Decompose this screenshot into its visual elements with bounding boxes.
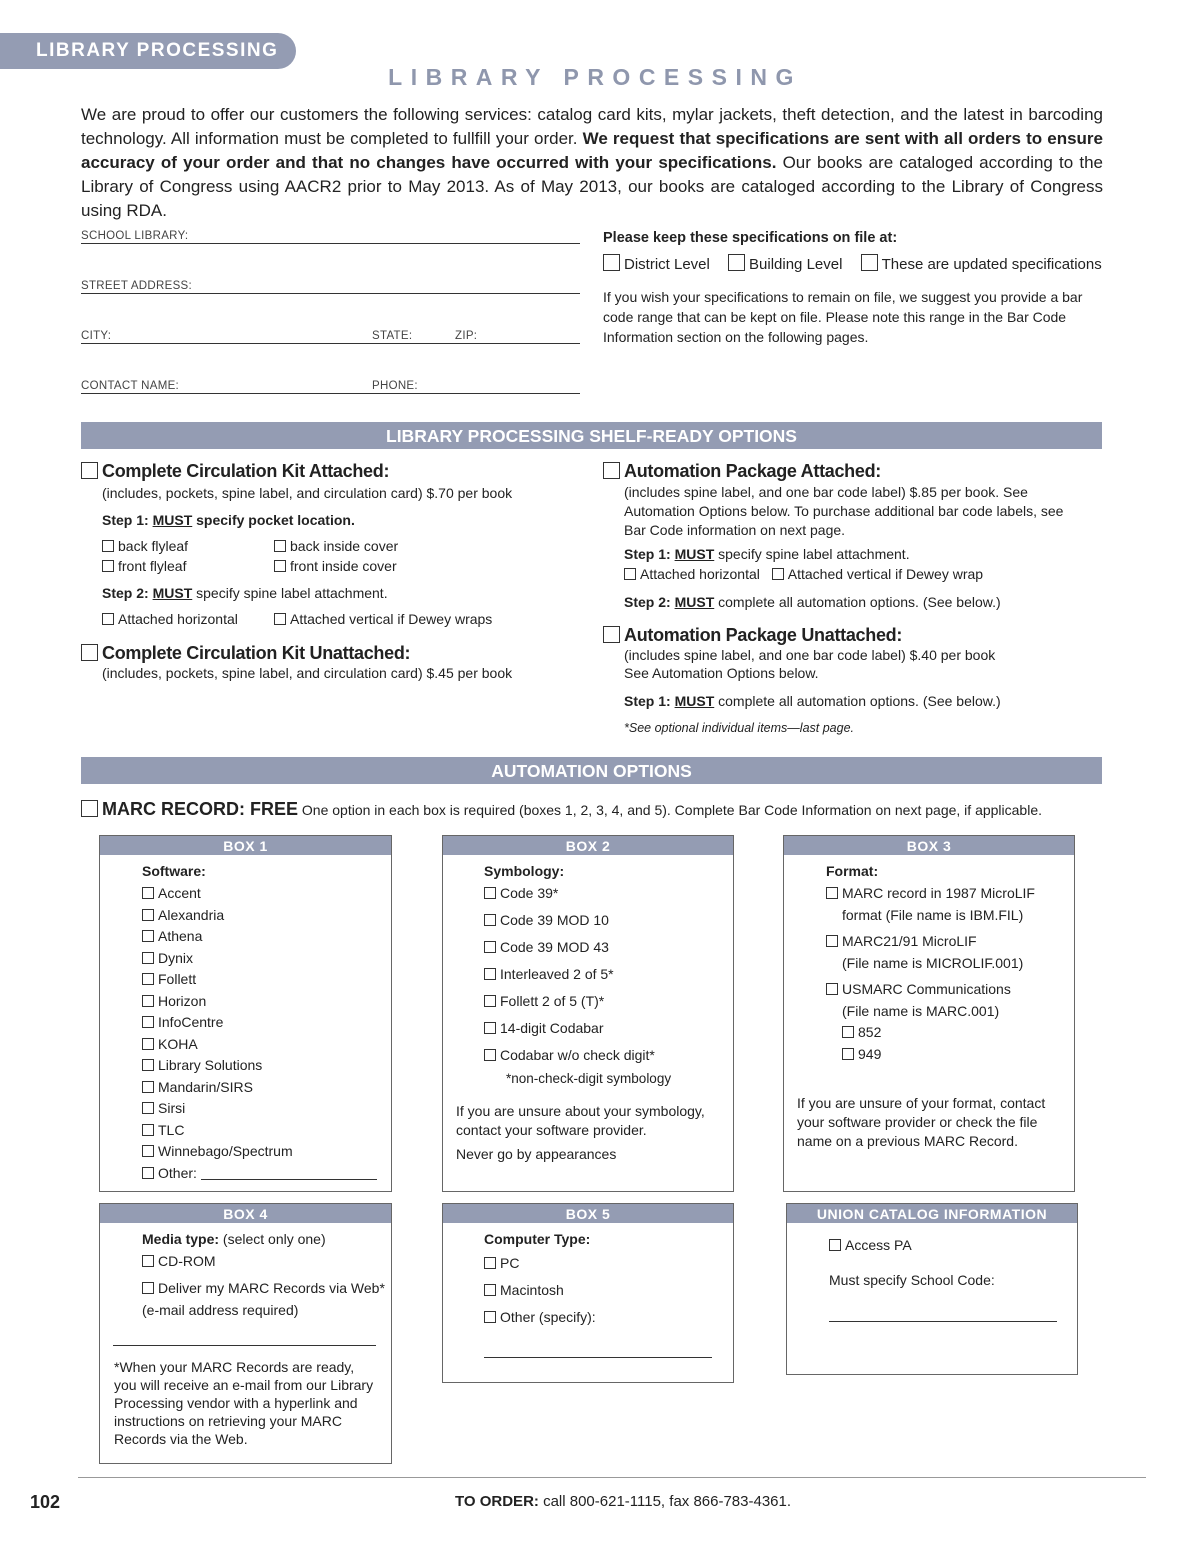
- checkbox-icon[interactable]: [142, 930, 154, 942]
- format-label: 949: [858, 1046, 882, 1062]
- software-winnebago[interactable]: [142, 1143, 377, 1165]
- box2-header: BOX 2: [443, 836, 733, 855]
- checkbox-icon[interactable]: [142, 887, 154, 899]
- format-label: 852: [858, 1024, 882, 1040]
- district-level-label: District Level: [624, 256, 710, 273]
- auto-attached-title: Automation Package Attached:: [624, 461, 881, 481]
- media-cdrom[interactable]: [142, 1253, 385, 1280]
- auto-spine-horizontal[interactable]: [624, 566, 760, 582]
- spine-vertical-option[interactable]: [274, 611, 492, 627]
- school-library-label: SCHOOL LIBRARY:: [81, 230, 189, 242]
- software-label: Sirsi: [158, 1100, 186, 1116]
- order-text: call 800-621-1115, fax 866-783-4361.: [538, 1493, 792, 1510]
- checkbox-icon[interactable]: [772, 568, 784, 580]
- spine-label: Attached vertical if Dewey wrap: [787, 566, 984, 582]
- marc-record-option[interactable]: [81, 799, 1042, 820]
- checkbox-icon[interactable]: [142, 909, 154, 921]
- step-label: Step 2:: [102, 585, 153, 601]
- symbology-label: Code 39 MOD 43: [500, 939, 609, 955]
- optional-items-note: *See optional individual items—last page.: [624, 721, 854, 735]
- zip-label: ZIP:: [455, 330, 478, 342]
- box1-content: [142, 863, 377, 1186]
- kit-unattached-option[interactable]: [81, 643, 410, 664]
- software-label: Athena: [158, 928, 203, 944]
- software-tlc[interactable]: [142, 1122, 377, 1144]
- file-spec-heading: Please keep these specifications on file at:: [603, 230, 898, 246]
- checkbox-icon[interactable]: [102, 560, 114, 572]
- pocket-label: back inside cover: [290, 538, 399, 554]
- step-label: Step 1:: [624, 693, 675, 709]
- checkbox-icon[interactable]: [484, 941, 496, 953]
- school-library-field[interactable]: [81, 228, 580, 244]
- intro-paragraph: [81, 103, 1103, 223]
- software-follett[interactable]: [142, 971, 377, 993]
- auto-spine-vertical[interactable]: [772, 566, 983, 582]
- checkbox-icon[interactable]: [826, 935, 838, 947]
- checkbox-icon[interactable]: [484, 1022, 496, 1034]
- media-label: CD-ROM: [158, 1253, 216, 1269]
- format-label: Format:: [826, 863, 879, 879]
- intro-text-1: We are proud to offer our customers the following services: catalog card kits, mylar jackets, theft detection, and the latest in barcoding technology. All information must be completed to fullfill your order.: [81, 105, 1103, 148]
- software-label: InfoCentre: [158, 1014, 224, 1030]
- software-library-solutions[interactable]: [142, 1057, 377, 1079]
- kit-attached-title: Complete Circulation Kit Attached:: [102, 461, 390, 481]
- auto-unattached-step1: [624, 693, 1001, 709]
- checkbox-icon[interactable]: [826, 983, 838, 995]
- auto-spine-options: [624, 566, 983, 582]
- format-852[interactable]: [826, 1024, 1035, 1046]
- checkbox-icon[interactable]: [624, 568, 636, 580]
- checkbox-icon[interactable]: [484, 968, 496, 980]
- checkbox-icon[interactable]: [142, 1282, 154, 1294]
- checkbox-icon[interactable]: [142, 952, 154, 964]
- order-label: TO ORDER:: [455, 1493, 539, 1510]
- auto-attached-option[interactable]: [603, 461, 881, 482]
- updated-specs-option[interactable]: [861, 256, 1102, 273]
- contact-name-label: CONTACT NAME:: [81, 380, 180, 392]
- symbology-label: 14-digit Codabar: [500, 1020, 604, 1036]
- checkbox-icon[interactable]: [484, 995, 496, 1007]
- software-label: Alexandria: [158, 906, 225, 923]
- checkbox-icon[interactable]: [142, 1081, 154, 1093]
- kit-unattached-title: Complete Circulation Kit Unattached:: [102, 643, 411, 663]
- access-pa-label: Access PA: [845, 1237, 912, 1253]
- section-tab: LIBRARY PROCESSING: [0, 33, 296, 69]
- auto-attached-step1: [624, 546, 910, 562]
- checkbox-icon[interactable]: [142, 1102, 154, 1114]
- media-web[interactable]: [142, 1280, 385, 1302]
- state-label: STATE:: [372, 330, 413, 342]
- intro-bold: We request that specifications are sent with all orders to ensure accuracy of your order and that no changes have occurred with your specifications.: [81, 129, 1103, 172]
- access-pa-option[interactable]: [829, 1237, 912, 1253]
- media-label: Deliver my MARC Records via Web*: [158, 1280, 385, 1296]
- checkbox-icon[interactable]: [484, 1049, 496, 1061]
- symbology-label: Code 39 MOD 10: [500, 912, 609, 928]
- checkbox-icon[interactable]: [603, 626, 620, 643]
- software-label: Winnebago/Spectrum: [158, 1143, 293, 1159]
- spine-label: Attached vertical if Dewey wraps: [290, 611, 493, 627]
- must-label: MUST: [152, 512, 193, 528]
- automation-options-bar: AUTOMATION OPTIONS: [81, 757, 1102, 784]
- checkbox-icon[interactable]: [484, 1311, 496, 1323]
- footer-divider: [78, 1477, 1146, 1478]
- street-address-field[interactable]: [81, 278, 580, 294]
- symbology-label: Symbology:: [484, 863, 565, 879]
- checkbox-icon[interactable]: [484, 887, 496, 899]
- building-level-label: Building Level: [749, 256, 843, 273]
- spine-label: Attached horizontal: [118, 611, 238, 627]
- kit-attached-step1: [102, 512, 355, 528]
- computer-type-label: Computer Type:: [484, 1231, 591, 1247]
- pocket-label: front inside cover: [290, 558, 397, 574]
- step-label: Step 2:: [624, 594, 675, 610]
- format-marc21-note: (File name is MICROLIF.001): [842, 955, 1024, 971]
- checkbox-icon[interactable]: [142, 1124, 154, 1136]
- software-label: Other:: [158, 1164, 197, 1181]
- street-address-label: STREET ADDRESS:: [81, 280, 193, 292]
- union-catalog-header: UNION CATALOG INFORMATION: [787, 1204, 1077, 1223]
- software-label: Mandarin/SIRS: [158, 1078, 253, 1095]
- checkbox-icon[interactable]: [842, 1026, 854, 1038]
- updated-specs-label: These are updated specifications: [881, 256, 1102, 273]
- symbology-code39-mod43[interactable]: [484, 939, 671, 966]
- software-label: KOHA: [158, 1035, 198, 1052]
- software-sirsi[interactable]: [142, 1100, 377, 1122]
- kit-attached-option[interactable]: [81, 461, 389, 482]
- software-label: Accent: [158, 885, 201, 901]
- union-catalog-box: [786, 1203, 1078, 1375]
- computer-macintosh[interactable]: [484, 1282, 596, 1309]
- checkbox-icon[interactable]: [81, 800, 98, 817]
- must-label: MUST: [674, 546, 715, 562]
- checkbox-icon[interactable]: [142, 1255, 154, 1267]
- checkbox-icon[interactable]: [81, 462, 98, 479]
- format-microlif-1987-note: format (File name is IBM.FIL): [842, 907, 1024, 923]
- symbology-label: Code 39*: [500, 885, 559, 901]
- auto-attached-step2: [624, 594, 1001, 610]
- symbology-footnote: *non-check-digit symbology: [506, 1071, 672, 1086]
- box4-header: BOX 4: [100, 1204, 391, 1223]
- box1: [99, 835, 392, 1192]
- software-koha[interactable]: [142, 1036, 377, 1058]
- school-code-label: Must specify School Code:: [829, 1272, 995, 1288]
- computer-label: PC: [500, 1255, 520, 1271]
- step-text: specify spine label attachment.: [192, 585, 388, 601]
- contact-phone-field[interactable]: [81, 378, 580, 394]
- pocket-back-flyleaf[interactable]: [102, 538, 188, 554]
- software-label: Software:: [142, 863, 206, 879]
- school-code-input[interactable]: [829, 1321, 1057, 1322]
- symbology-codabar-nocheck[interactable]: [484, 1047, 671, 1071]
- checkbox-icon[interactable]: [142, 1145, 154, 1157]
- intro-text-2: Our books are cataloged according to the Library of Congress using AACR2 prior to May 2013. As of May 2013, our books are cataloged according to the Library of Congress using RDA.: [81, 153, 1103, 220]
- pocket-back-inside-cover[interactable]: [274, 538, 398, 554]
- software-mandarin-sirs[interactable]: [142, 1079, 377, 1101]
- checkbox-icon[interactable]: [102, 540, 114, 552]
- box4-divider: [113, 1345, 376, 1346]
- checkbox-icon[interactable]: [603, 462, 620, 479]
- checkbox-icon[interactable]: [842, 1048, 854, 1060]
- phone-label: PHONE:: [372, 380, 418, 392]
- format-unsure-note: If you are unsure of your format, contact your software provider or check the file name on a previous MARC Record.: [797, 1095, 1046, 1149]
- file-spec-options: [603, 254, 1102, 273]
- auto-attached-desc: (includes spine label, and one bar code label) $.85 per book. See Automation Options below. To purchase additional bar code labels, see Bar Code information on next page.: [624, 484, 1064, 538]
- checkbox-icon[interactable]: [142, 1167, 154, 1179]
- kit-attached-desc: (includes, pockets, spine label, and circulation card) $.70 per book: [102, 485, 513, 501]
- symbology-follett[interactable]: [484, 993, 671, 1020]
- shelf-ready-bar: LIBRARY PROCESSING SHELF-READY OPTIONS: [81, 422, 1102, 449]
- format-label: USMARC Communications: [842, 981, 1011, 997]
- kit-unattached-desc: (includes, pockets, spine label, and circulation card) $.45 per book: [102, 665, 513, 681]
- software-infocentre[interactable]: [142, 1014, 377, 1036]
- software-accent[interactable]: [142, 885, 377, 907]
- checkbox-icon[interactable]: [142, 1016, 154, 1028]
- software-other[interactable]: [142, 1165, 377, 1187]
- step-text: specify pocket location.: [192, 512, 355, 528]
- checkbox-icon[interactable]: [102, 613, 114, 625]
- spine-horizontal-option[interactable]: [102, 611, 238, 627]
- box3-content: [826, 863, 1035, 1068]
- checkbox-icon[interactable]: [142, 995, 154, 1007]
- checkbox-icon[interactable]: [829, 1239, 841, 1251]
- computer-label: Macintosh: [500, 1282, 564, 1298]
- software-dynix[interactable]: [142, 950, 377, 972]
- page-title: LIBRARY PROCESSING: [388, 64, 802, 90]
- kit-attached-step2: [102, 585, 388, 601]
- checkbox-icon[interactable]: [484, 1284, 496, 1296]
- auto-unattached-desc1: (includes spine label, and one bar code label) $.40 per book: [624, 647, 996, 663]
- symbology-codabar14[interactable]: [484, 1020, 671, 1047]
- software-label: Horizon: [158, 992, 207, 1009]
- pocket-label: front flyleaf: [118, 558, 187, 574]
- software-label: Library Solutions: [158, 1057, 263, 1073]
- format-marc21[interactable]: [826, 933, 1035, 955]
- computer-other[interactable]: [484, 1309, 596, 1336]
- page-number: 102: [30, 1492, 61, 1512]
- order-info: [455, 1493, 791, 1510]
- symbology-label: Codabar w/o check digit*: [500, 1047, 655, 1063]
- box5-header: BOX 5: [443, 1204, 733, 1223]
- checkbox-icon[interactable]: [81, 644, 98, 661]
- pocket-label: back flyleaf: [118, 538, 189, 554]
- box5-content: [484, 1231, 596, 1336]
- symbology-label: Interleaved 2 of 5*: [500, 966, 614, 982]
- must-label: MUST: [674, 693, 715, 709]
- file-spec-note: If you wish your specifications to remain on file, we suggest you provide a bar code range that can be kept on file. Please note this range in the Bar Code Information section on the following pages.: [603, 289, 1083, 345]
- computer-label: Other (specify):: [500, 1309, 596, 1325]
- step-text: complete all automation options. (See below.): [714, 693, 1001, 709]
- format-microlif-1987[interactable]: [826, 885, 1035, 907]
- computer-pc[interactable]: [484, 1255, 596, 1282]
- marc-record-title: MARC RECORD: FREE: [102, 799, 298, 819]
- building-level-option[interactable]: [728, 256, 842, 273]
- media-web-note: (e-mail address required): [142, 1302, 299, 1318]
- checkbox-icon[interactable]: [274, 540, 286, 552]
- box2-content: [484, 863, 671, 1086]
- step-label: Step 1:: [624, 546, 675, 562]
- symbology-code39[interactable]: [484, 885, 671, 912]
- other-computer-input[interactable]: [484, 1357, 712, 1358]
- software-alexandria[interactable]: [142, 907, 377, 929]
- format-usmarc-note: (File name is MARC.001): [842, 1003, 1000, 1019]
- box5: [442, 1203, 734, 1383]
- checkbox-icon[interactable]: [142, 1038, 154, 1050]
- marc-record-desc: One option in each box is required (boxes 1, 2, 3, 4, and 5). Complete Bar Code Information on next page, if applicable.: [298, 802, 1043, 818]
- checkbox-icon[interactable]: [274, 613, 286, 625]
- software-label: Follett: [158, 971, 197, 987]
- must-label: MUST: [152, 585, 193, 601]
- software-label: TLC: [158, 1121, 185, 1138]
- box3-header: BOX 3: [784, 836, 1074, 855]
- checkbox-icon[interactable]: [826, 887, 838, 899]
- auto-unattached-title: Automation Package Unattached:: [624, 625, 903, 645]
- format-label: MARC record in 1987 MicroLIF: [842, 885, 1035, 901]
- step-label: Step 1:: [102, 512, 153, 528]
- city-label: CITY:: [81, 330, 112, 342]
- checkbox-icon[interactable]: [603, 254, 620, 271]
- step-text: complete all automation options. (See below.): [714, 594, 1001, 610]
- pocket-front-flyleaf[interactable]: [102, 558, 186, 574]
- symbology-never-note: Never go by appearances: [456, 1146, 617, 1162]
- box1-header: BOX 1: [100, 836, 391, 855]
- box4: [99, 1203, 392, 1464]
- format-usmarc[interactable]: [826, 981, 1035, 1003]
- software-label: Dynix: [158, 949, 194, 966]
- media-type-label: Media type:: [142, 1231, 220, 1247]
- checkbox-icon[interactable]: [728, 254, 745, 271]
- symbology-code39-mod10[interactable]: [484, 912, 671, 939]
- box3: [783, 835, 1075, 1192]
- auto-unattached-desc2: See Automation Options below.: [624, 665, 819, 681]
- other-software-input[interactable]: [201, 1179, 377, 1180]
- auto-unattached-option[interactable]: [603, 625, 902, 646]
- checkbox-icon[interactable]: [142, 973, 154, 985]
- district-level-option[interactable]: [603, 256, 710, 273]
- checkbox-icon[interactable]: [142, 1059, 154, 1071]
- media-type-heading: [142, 1231, 385, 1253]
- checkbox-icon[interactable]: [861, 254, 878, 271]
- must-label: MUST: [674, 594, 715, 610]
- box2: [442, 835, 734, 1192]
- step-text: specify spine label attachment.: [714, 546, 910, 562]
- checkbox-icon[interactable]: [484, 914, 496, 926]
- spine-label: Attached horizontal: [640, 566, 760, 582]
- media-web-footnote: *When your MARC Records are ready, you will receive an e-mail from our Library Processing vendor with a hyperlink and instructions on retrieving your MARC Records via the Web.: [114, 1359, 374, 1447]
- checkbox-icon[interactable]: [484, 1257, 496, 1269]
- symbology-unsure-note: If you are unsure about your symbology, contact your software provider.: [456, 1103, 705, 1138]
- media-type-note: (select only one): [219, 1231, 326, 1247]
- city-state-zip-field[interactable]: [81, 328, 580, 344]
- symbology-interleaved[interactable]: [484, 966, 671, 993]
- symbology-label: Follett 2 of 5 (T)*: [500, 993, 605, 1009]
- format-949[interactable]: [826, 1046, 1035, 1068]
- box4-content: [142, 1231, 385, 1324]
- checkbox-icon[interactable]: [274, 560, 286, 572]
- software-horizon[interactable]: [142, 993, 377, 1015]
- pocket-front-inside-cover[interactable]: [274, 558, 397, 574]
- software-athena[interactable]: [142, 928, 377, 950]
- format-label: MARC21/91 MicroLIF: [842, 933, 977, 949]
